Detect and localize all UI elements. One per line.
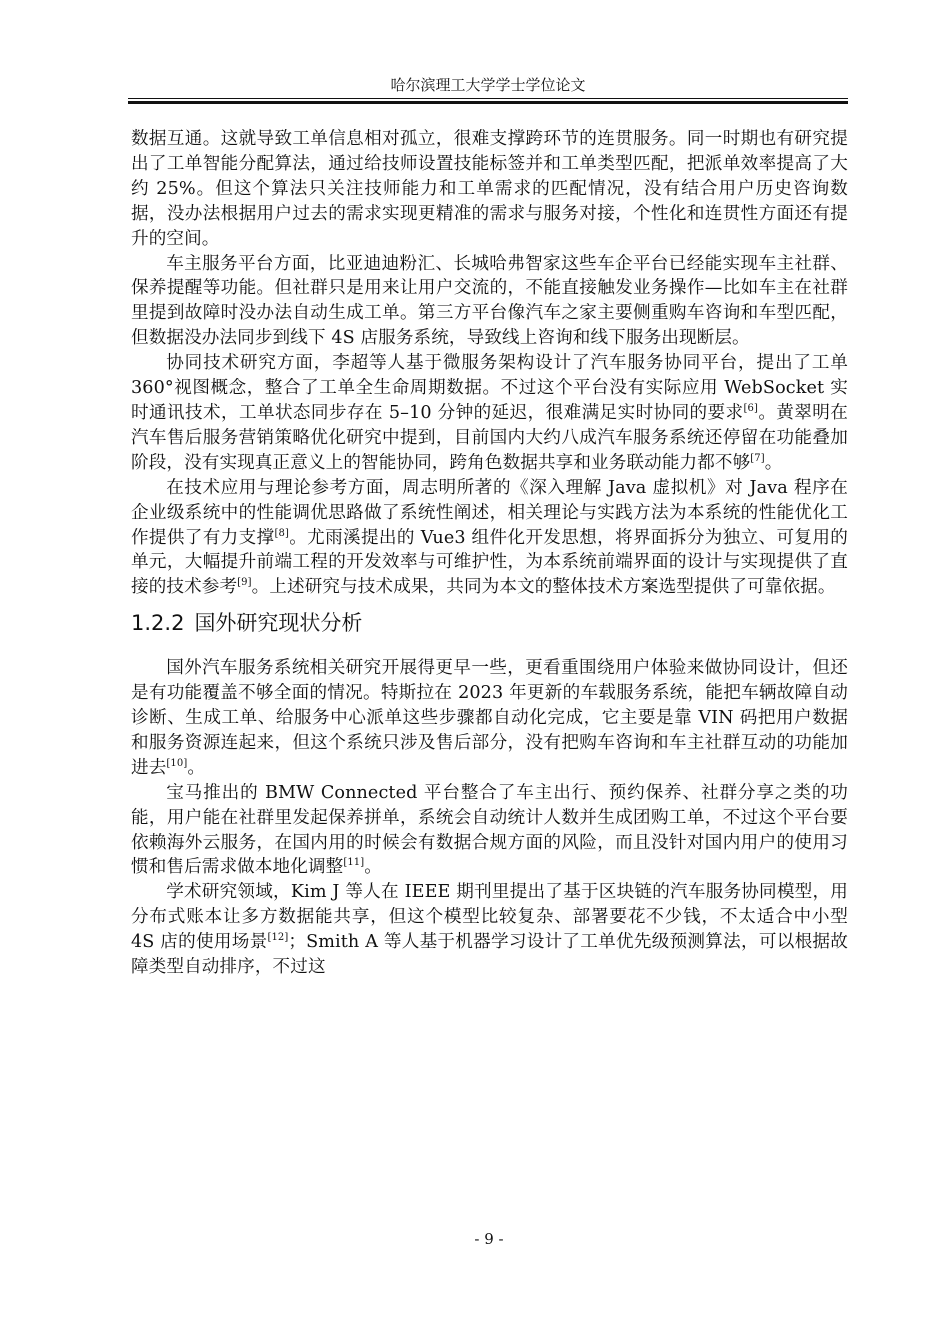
section-number: 1.2.2 xyxy=(131,611,185,636)
paragraph-owner-platforms: 车主服务平台方面，比亚迪迪粉汇、长城哈弗智家这些车企平台已经能实现车主社群、保养提醒等功能。但社群只是用来让用户交流的，不能直接触发业务操作—比如车主在社群里提到故障时没办法自动生成工单。第三方平台像汽车之家主要侧重购车咨询和车型匹配，但数据没办法同步到线下 4S 店服务系统，导致线上咨询和线下服务出现断层。 xyxy=(131,253,848,349)
citation-ref: [8] xyxy=(274,527,289,539)
citation-ref: [12] xyxy=(267,932,289,944)
citation-ref: [6] xyxy=(743,402,759,414)
paragraph-collab-tech xyxy=(131,351,848,476)
paragraph-text: 。上述研究与技术成果，共同为本文的整体技术方案选型提供了可靠依据。 xyxy=(251,577,836,598)
paragraph-continued: 数据互通。这就导致工单信息相对孤立，很难支撑跨环节的连贯服务。同一时期也有研究提出了工单智能分配算法，通过给技师设置技能标签并和工单类型匹配，把派单效率提高了大约 25%。但这个算法只关注技师能力和工单需求的匹配情况，没有结合用户历史咨询数据，没办法根据用户过去的需求实现更精准的需求与服务对接，个性化和连贯性方面还有提升的空间。 xyxy=(131,129,848,249)
header-rule-thin xyxy=(128,98,848,99)
paragraph-text: 。尤雨溪提出的 Vue3 组件化开发思想，将界面拆分为独立、可复用的单元，大幅提升前端工程的开发效率与可维护性，为本系统前端界面的设计与实现提供了直接的技术参考 xyxy=(131,527,848,598)
citation-ref: [7] xyxy=(750,452,765,464)
section-title: 国外研究现状分析 xyxy=(194,611,363,636)
paragraph-text: 。 xyxy=(364,857,382,878)
paragraph-text: 在技术应用与理论参考方面，周志明所著的《深入理解 Java 虚拟机》对 Java 程序在企业级系统中的性能调优思路做了系统性阐述，相关理论与实践方法为本系统的性能优化工作提供了有力支撑 xyxy=(131,477,848,548)
citation-ref: [11] xyxy=(343,857,365,869)
paragraph-tech-reference xyxy=(131,476,848,601)
paragraph-bmw xyxy=(131,781,848,881)
paragraph-text: 学术研究领域，Kim J 等人在 IEEE 期刊里提出了基于区块链的汽车服务协同模型，用分布式账本让多方数据能共享，但这个模型比较复杂、部署要花不少钱，不太适合中小型 4S 店的使用场景 xyxy=(131,882,848,953)
citation-ref: [10] xyxy=(166,757,188,769)
header-rule-thick xyxy=(128,101,848,104)
paragraph-text: ；Smith A 等人基于机器学习设计了工单优先级预测算法，可以根据故障类型自动排序，不过这 xyxy=(131,932,848,978)
paragraph-text: 国外汽车服务系统相关研究开展得更早一些，更看重围绕用户体验来做协同设计，但还是有功能覆盖不够全面的情况。特斯拉在 2023 年更新的车载服务系统，能把车辆故障自动诊断、生成工单、给服务中心派单这些步骤都自动化完成，它主要是靠 VIN 码把用户数据和服务资源连起来，但这个系统只涉及售后部分，没有把购车咨询和车主社群互动的功能加进去 xyxy=(131,658,848,778)
paragraph-text: 。 xyxy=(187,757,206,778)
citation-ref: [9] xyxy=(237,577,252,589)
running-header: 哈尔滨理工大学学士学位论文 xyxy=(390,76,586,94)
paragraph-foreign-overview xyxy=(131,656,848,781)
paragraph-text: 。黄翠明在汽车售后服务营销策略优化研究中提到，目前国内大约八成汽车服务系统还停留在功能叠加阶段，没有实现真正意义上的智能协同，跨角色数据共享和业务联动能力都不够 xyxy=(131,402,848,473)
paragraph-text: 宝马推出的 BMW Connected 平台整合了车主出行、预约保养、社群分享之类的功能，用户能在社群里发起保养拼单，系统会自动统计人数并生成团购工单，不过这个平台要依赖海外云服务，在国内用的时候会有数据合规方面的风险，而且没针对国内用户的使用习惯和售后需求做本地化调整 xyxy=(131,782,848,878)
section-heading xyxy=(131,606,848,640)
page-body xyxy=(131,127,848,980)
page-number: - 9 - xyxy=(474,1230,504,1248)
paragraph-academic xyxy=(131,880,848,980)
paragraph-text: 协同技术研究方面，李超等人基于微服务架构设计了汽车服务协同平台，提出了工单 360°视图概念，整合了工单全生命周期数据。不过这个平台没有实际应用 WebSocket 实时通讯技术，工单状态同步存在 5–10 分钟的延迟，很难满足实时协同的要求 xyxy=(131,353,848,423)
paragraph-text: 。 xyxy=(764,452,783,473)
